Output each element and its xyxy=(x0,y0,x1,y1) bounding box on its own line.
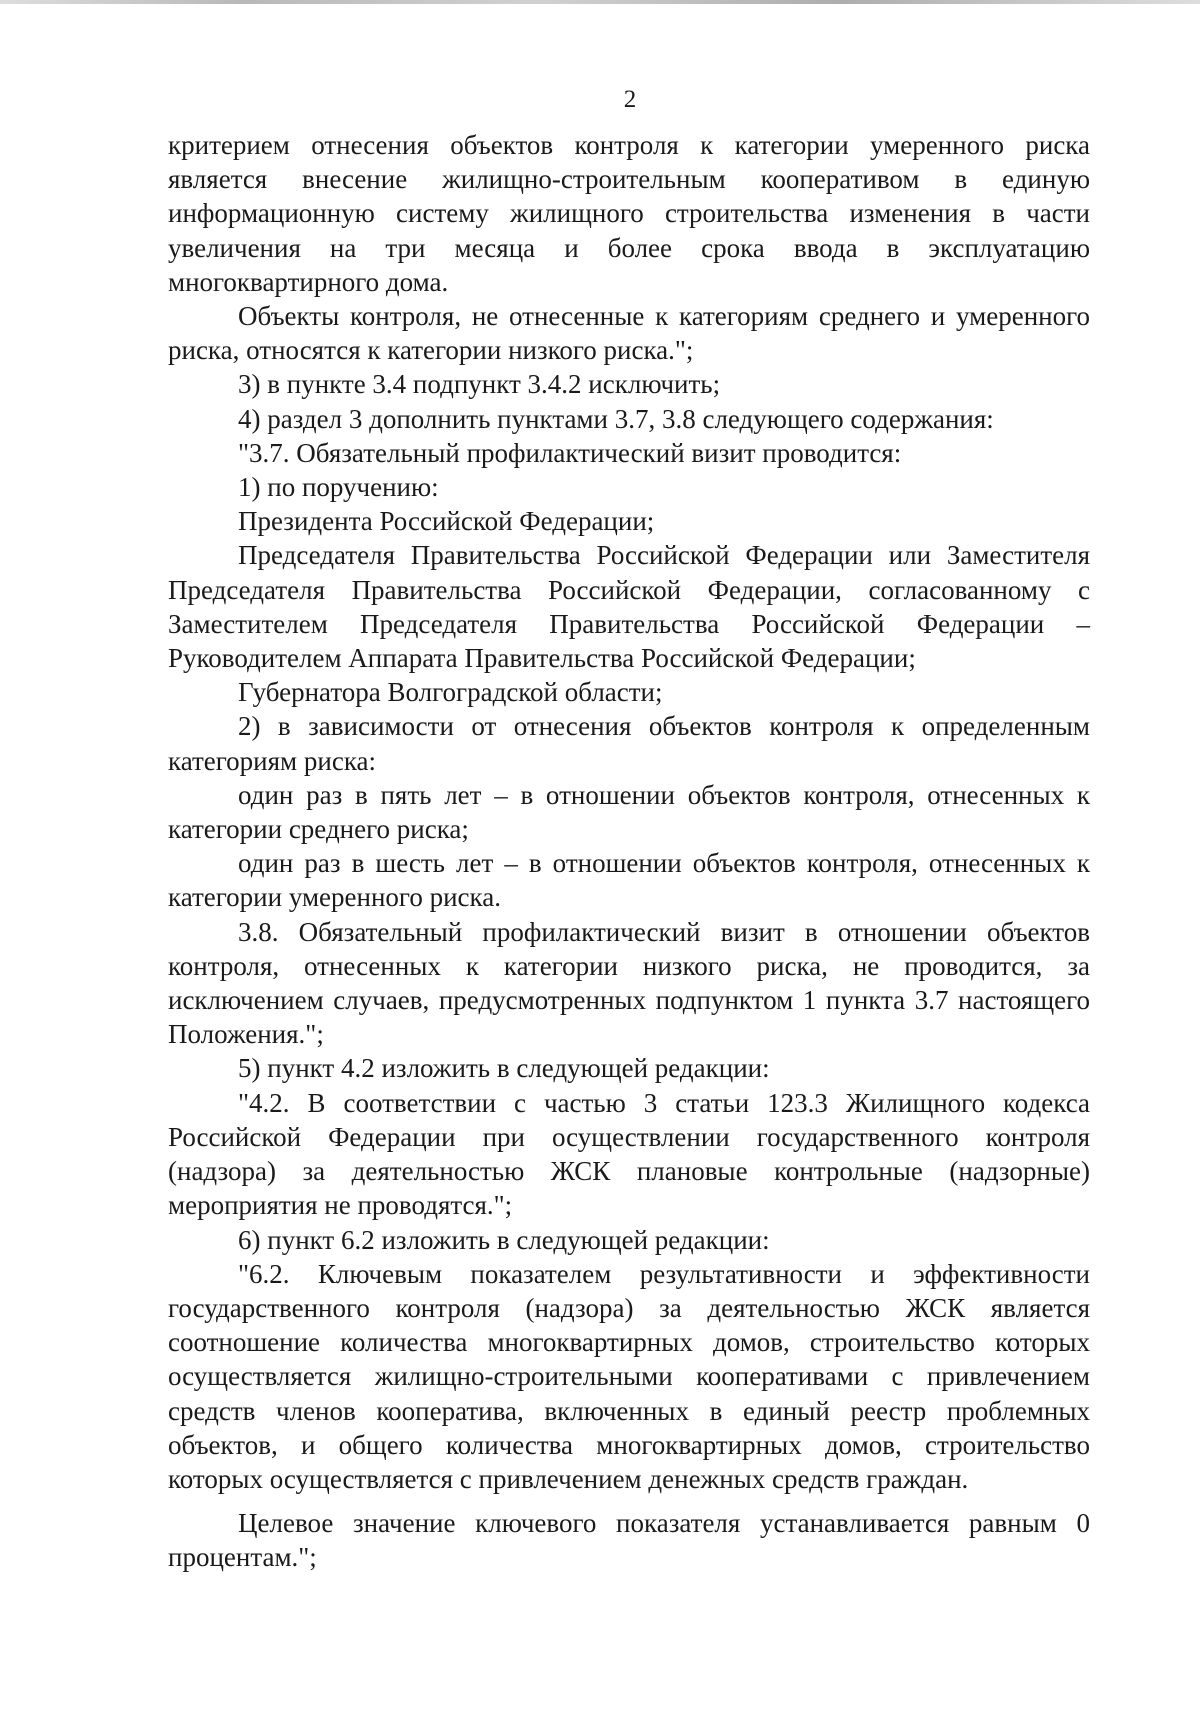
paragraph-8: Председателя Правительства Российской Федерации или Заместителя Председателя Правительства Российской Федерации, согласованному с Заместителем Председателя Правительства Российской Федерации – Руководителем Аппарата Правительства Российской Федерации; xyxy=(168,540,1090,674)
paragraph-3: 3) в пункте 3.4 подпункт 3.4.2 исключить; xyxy=(238,369,721,400)
paragraph-5: "3.7. Обязательный профилактический визит проводится: xyxy=(238,437,902,468)
paragraph-16: 6) пункт 6.2 изложить в следующей редакции: xyxy=(238,1224,770,1255)
paragraph-11: один раз в пять лет – в отношении объектов контроля, отнесенных к категории среднего риска; xyxy=(168,779,1090,845)
page-number: 2 xyxy=(623,86,637,113)
paragraph-17: "6.2. Ключевым показателем результативности и эффективности государственного контроля (надзора) за деятельностью ЖСК является соотношение количества многоквартирных домов, строительство которых осуществляется жилищно-строительными кооперативами с привлечением средств членов кооператива, включенных в единый реестр проблемных объектов, и общего количества многоквартирных домов, строительство которых осуществляется с привлечением денежных средств граждан. xyxy=(168,1258,1090,1494)
paragraph-13: 3.8. Обязательный профилактический визит в отношении объектов контроля, отнесенных к категории низкого риска, не проводится, за исключением случаев, предусмотренных подпунктом 1 пункта 3.7 настоящего Положения."; xyxy=(168,916,1090,1050)
paragraph-12: один раз в шесть лет – в отношении объектов контроля, отнесенных к категории умеренного риска. xyxy=(168,848,1090,913)
paragraph-18: Целевое значение ключевого показателя устанавливается равным 0 процентам."; xyxy=(168,1508,1090,1573)
paragraph-7: Президента Российской Федерации; xyxy=(238,506,655,537)
paragraph-14: 5) пункт 4.2 изложить в следующей редакции: xyxy=(238,1053,770,1084)
paragraph-2: Объекты контроля, не отнесенные к категориям среднего и умеренного риска, относятся к категории низкого риска."; xyxy=(168,301,1090,366)
scan-top-edge xyxy=(0,0,1200,4)
paragraph-10: 2) в зависимости от отнесения объектов контроля к определенным категориям риска: xyxy=(168,711,1090,776)
paragraph-6: 1) по поручению: xyxy=(238,472,439,503)
paragraph-9: Губернатора Волгоградской области; xyxy=(238,677,663,708)
paragraph-1: критерием отнесения объектов контроля к категории умеренного риска является внесение жилищно-строительным кооперативом в единую информационную систему жилищного строительства изменения в части увеличения на три месяца и более срока ввода в эксплуатацию многоквартирного дома. xyxy=(168,130,1090,297)
paragraph-4: 4) раздел 3 дополнить пунктами 3.7, 3.8 следующего содержания: xyxy=(238,403,994,434)
paragraph-15: "4.2. В соответствии с частью 3 статьи 123.3 Жилищного кодекса Российской Федерации при осуществлении государственного контроля (надзора) за деятельностью ЖСК плановые контрольные (надзорные) мероприятия не проводятся."; xyxy=(168,1087,1090,1221)
document-body xyxy=(168,128,1090,1575)
